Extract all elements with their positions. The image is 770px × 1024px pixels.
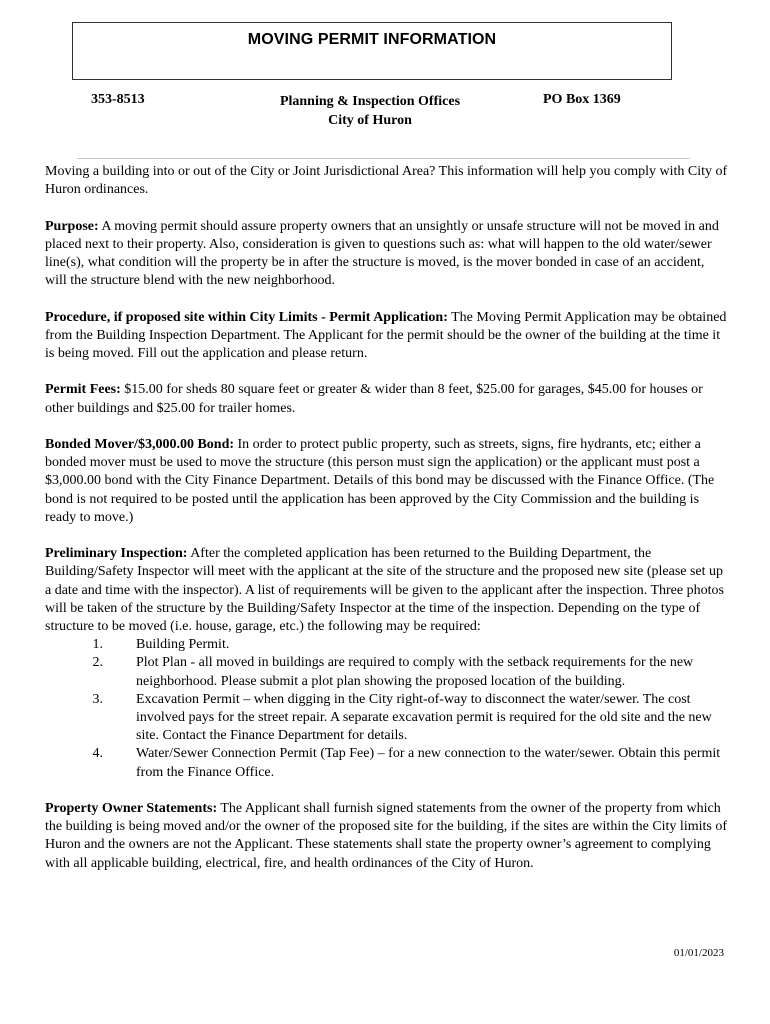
title-box: [72, 22, 672, 80]
list-item-text: Plot Plan - all moved in buildings are required to comply with the setback requirements for the new neighborhood. Please submit a plot plan showing the proposed location of the building.: [136, 655, 694, 689]
procedure-text: The Moving Permit Application may be obtained from the Building Inspection Department. The Applicant for the permit should be the owner of the building at the time it is being moved. Fill out the application and please return.: [45, 309, 727, 361]
phone-number: 353-8513: [91, 92, 145, 107]
procedure-heading: Procedure, if proposed site within City Limits - Permit Application:: [45, 309, 448, 325]
list-item-number: 2.: [92, 655, 103, 671]
document-body: [45, 163, 729, 891]
office-block: [240, 92, 500, 130]
inspection-paragraph: [45, 545, 729, 636]
list-item-number: 3.: [92, 691, 103, 707]
statements-heading: Property Owner Statements:: [45, 801, 218, 817]
requirements-list: [45, 636, 729, 782]
purpose-heading: Purpose:: [45, 218, 99, 234]
fees-paragraph: [45, 381, 729, 417]
inspection-text: After the completed application has been returned to the Building Department, the Building/Safety Inspector will meet with the applicant at the site of the structure and the proposed new site (please set up a date and time with the inspector). A list of requirements will be given to the applicant after the inspection. Three photos will be taken of the structure by the Building/Safety Inspector at the time of the inspection. Depending on the type of structure to be moved (i.e. house, garage, etc.) the following may be required:: [45, 546, 724, 634]
footer-date: 01/01/2023: [673, 947, 724, 959]
bond-paragraph: [45, 436, 729, 527]
list-item: [45, 654, 729, 690]
inspection-heading: Preliminary Inspection:: [45, 546, 188, 562]
fees-heading: Permit Fees:: [45, 382, 121, 398]
purpose-text: A moving permit should assure property owners that an unsightly or unsafe structure will not be moved in and placed next to their property. Also, consideration is given to questions such as: what will happen to the old water/sewer line(s), what condition will the property be in after the structure is moved, is the mover bonded in case of an accident, will the structure blend with the new neighborhood.: [45, 218, 719, 289]
bond-text: In order to protect public property, such as streets, signs, fire hydrants, etc; either a bonded mover must be used to move the structure (this person must sign the application) or the applicant must post a $3,000.00 bond with the City Finance Department. Details of this bond may be discussed with the Finance Office. (The bond is not required to be posted until the application has been approved by the City Commission and the building is ready to move.): [45, 436, 715, 525]
header-divider: [77, 158, 690, 159]
list-item: [45, 636, 729, 654]
city-name: City of Huron: [328, 113, 412, 128]
list-item-number: 4.: [92, 746, 103, 762]
statements-paragraph: [45, 800, 729, 873]
page-title: MOVING PERMIT INFORMATION: [247, 31, 497, 48]
list-item: [45, 691, 729, 746]
statements-text: The Applicant shall furnish signed statements from the owner of the property from which the building is being moved and/or the owner of the proposed site for the building, if the sites are within the City limits of Huron and the owners are not the Applicant. These statements shall state the property owner’s agreement to complying with all applicable building, electrical, fire, and health ordinances of the City of Huron.: [45, 801, 727, 871]
list-item-text: Building Permit.: [136, 637, 230, 653]
po-box: PO Box 1369: [543, 92, 621, 107]
list-item-text: Excavation Permit – when digging in the City right-of-way to disconnect the water/sewer. The cost involved pays for the street repair. A separate excavation permit is required for the old site and the new site. Contact the Finance Department for details.: [136, 691, 712, 744]
fees-text: $15.00 for sheds 80 square feet or greater & wider than 8 feet, $25.00 for garages, $45.00 for houses or other buildings and $25.00 for trailer homes.: [45, 382, 703, 416]
procedure-paragraph: [45, 309, 729, 364]
bond-heading: Bonded Mover/$3,000.00 Bond:: [45, 436, 235, 452]
intro-paragraph: Moving a building into or out of the City or Joint Jurisdictional Area? This information will help you comply with City of Huron ordinances.: [45, 164, 728, 198]
list-item: [45, 745, 729, 781]
office-name: Planning & Inspection Offices: [279, 94, 461, 109]
list-item-number: 1.: [92, 637, 103, 653]
purpose-paragraph: [45, 218, 729, 291]
list-item-text: Water/Sewer Connection Permit (Tap Fee) – for a new connection to the water/sewer. Obtain this permit from the Finance Office.: [136, 746, 721, 780]
